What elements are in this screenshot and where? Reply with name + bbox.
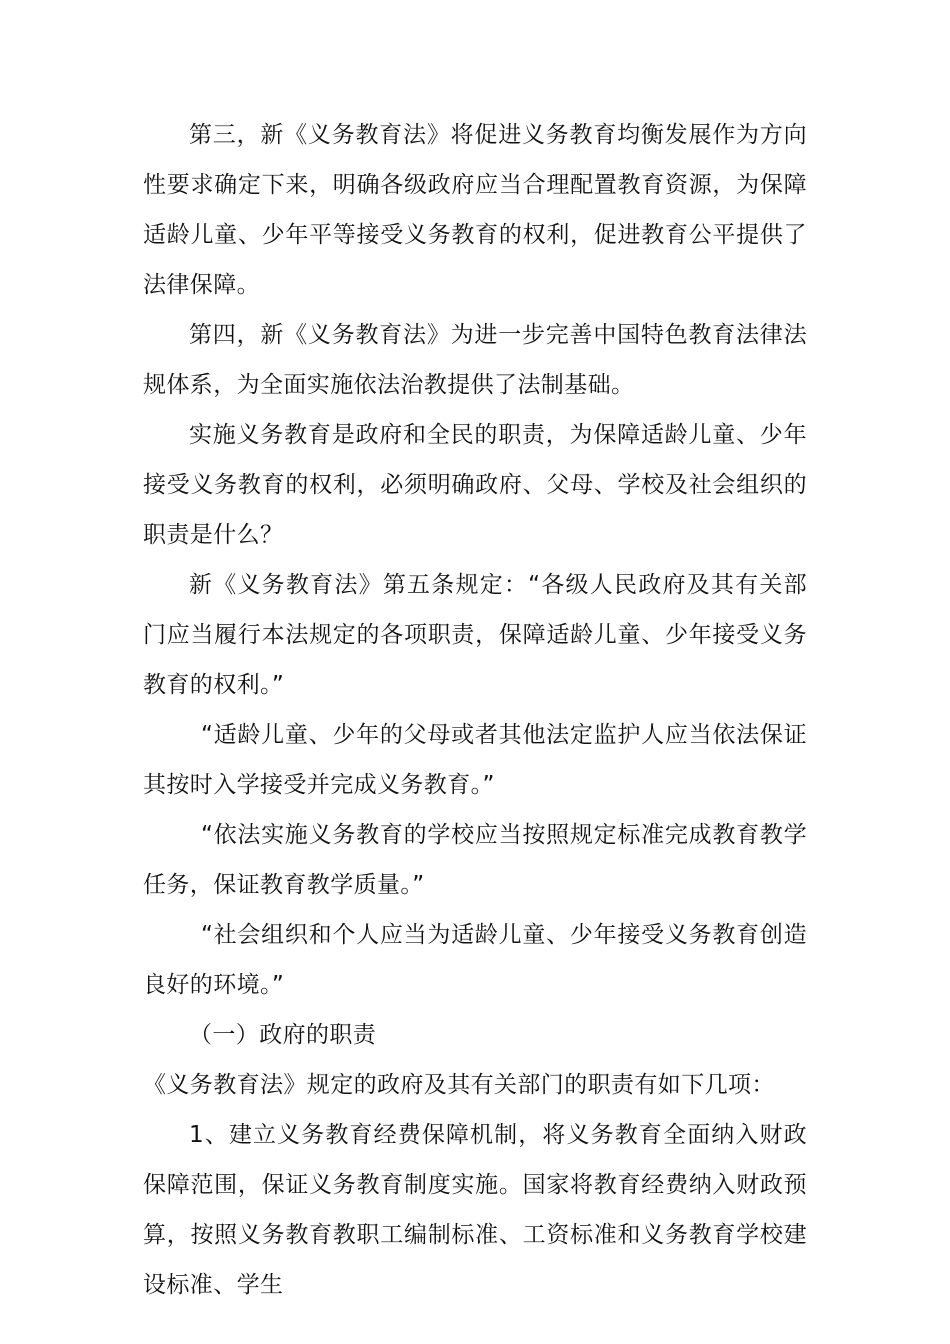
paragraph-schools-duty: “依法实施义务教育的学校应当按照规定标准完成教育教学任务，保证教育教学质量。” (143, 822, 807, 898)
list-item-funding-mechanism: 1、建立义务教育经费保障机制，将义务教育全面纳入财政保障范围，保证义务教育制度实施。国家将教育经费纳入财政预算，按照义务教育教职工编制标准、工资标准和义务教育学校建设标准、学生 (143, 1122, 807, 1298)
section-heading-government: （一）政府的职责 (189, 1022, 377, 1048)
paragraph-responsibilities-question: 实施义务教育是政府和全民的职责，为保障适龄儿童、少年接受义务教育的权利，必须明确政府、父母、学校及社会组织的职责是什么？ (143, 422, 807, 548)
document-body (143, 110, 807, 1310)
paragraph-society-duty: “社会组织和个人应当为适龄儿童、少年接受义务教育创造良好的环境。” (143, 922, 807, 998)
paragraph-government-duties-intro: 《义务教育法》规定的政府及其有关部门的职责有如下几项： (143, 1072, 775, 1098)
paragraph-fourth-point: 第四，新《义务教育法》为进一步完善中国特色教育法律法规体系，为全面实施依法治教提供了法制基础。 (143, 322, 807, 398)
paragraph-third-point: 第三，新《义务教育法》将促进义务教育均衡发展作为方向性要求确定下来，明确各级政府应当合理配置教育资源，为保障适龄儿童、少年平等接受义务教育的权利，促进教育公平提供了法律保障。 (143, 122, 807, 298)
paragraph-parents-duty: “适龄儿童、少年的父母或者其他法定监护人应当依法保证其按时入学接受并完成义务教育。” (143, 722, 807, 798)
paragraph-article-five: 新《义务教育法》第五条规定：“各级人民政府及其有关部门应当履行本法规定的各项职责，保障适龄儿童、少年接受义务教育的权利。” (143, 572, 807, 698)
